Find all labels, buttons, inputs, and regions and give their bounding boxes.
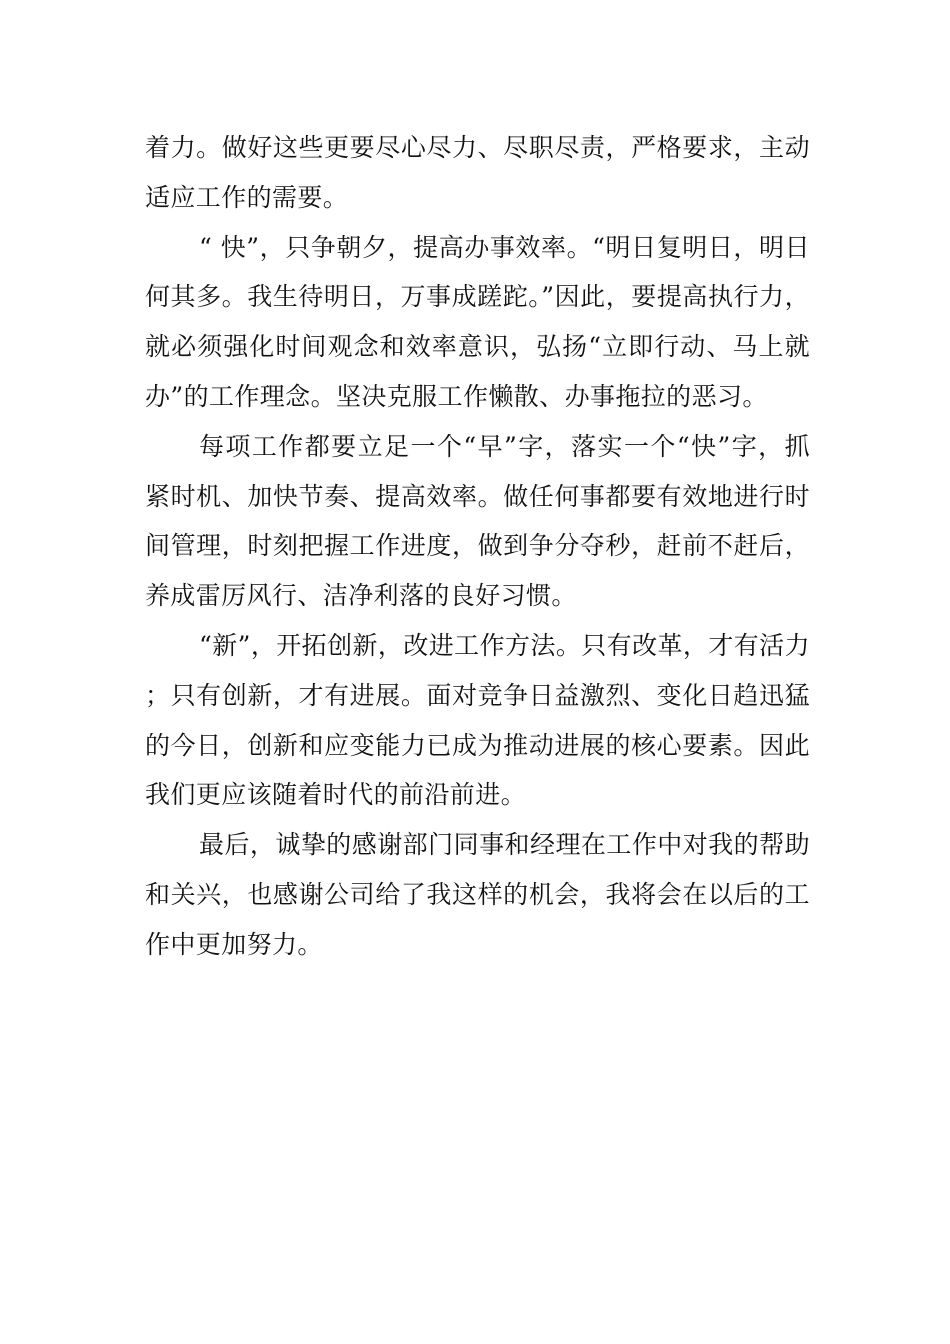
paragraph-innovation: “新”，开拓创新，改进工作方法。只有改革，才有活力；只有创新，才有进展。面对竞争日益激烈、变化日趋迅猛的今日，创新和应变能力已成为推动进展的核心要素。因此我们更应该随着时代的前沿前进。 [145, 630, 810, 810]
paragraph-continuation: 着力。做好这些更要尽心尽力、尽职尽责，严格要求，主动适应工作的需要。 [145, 133, 810, 212]
paragraph-closing-thanks: 最后，诚挚的感谢部门同事和经理在工作中对我的帮助和关兴，也感谢公司给了我这样的机会，我将会在以后的工作中更加努力。 [145, 830, 810, 959]
document-body [145, 123, 810, 970]
paragraph-efficiency: “ 快”，只争朝夕，提高办事效率。“明日复明日，明日何其多。我生待明日，万事成蹉跎。”因此，要提高执行力，就必须强化时间观念和效率意识，弘扬“立即行动、马上就办”的工作理念。坚决克服工作懒散、办事拖拉的恶习。 [145, 232, 810, 411]
paragraph-early-fast: 每项工作都要立足一个“早”字，落实一个“快”字，抓紧时机、加快节奏、提高效率。做任何事都要有效地进行时间管理，时刻把握工作进度，做到争分夺秒，赶前不赶后，养成雷厉风行、洁净利落的良好习惯。 [145, 431, 810, 611]
